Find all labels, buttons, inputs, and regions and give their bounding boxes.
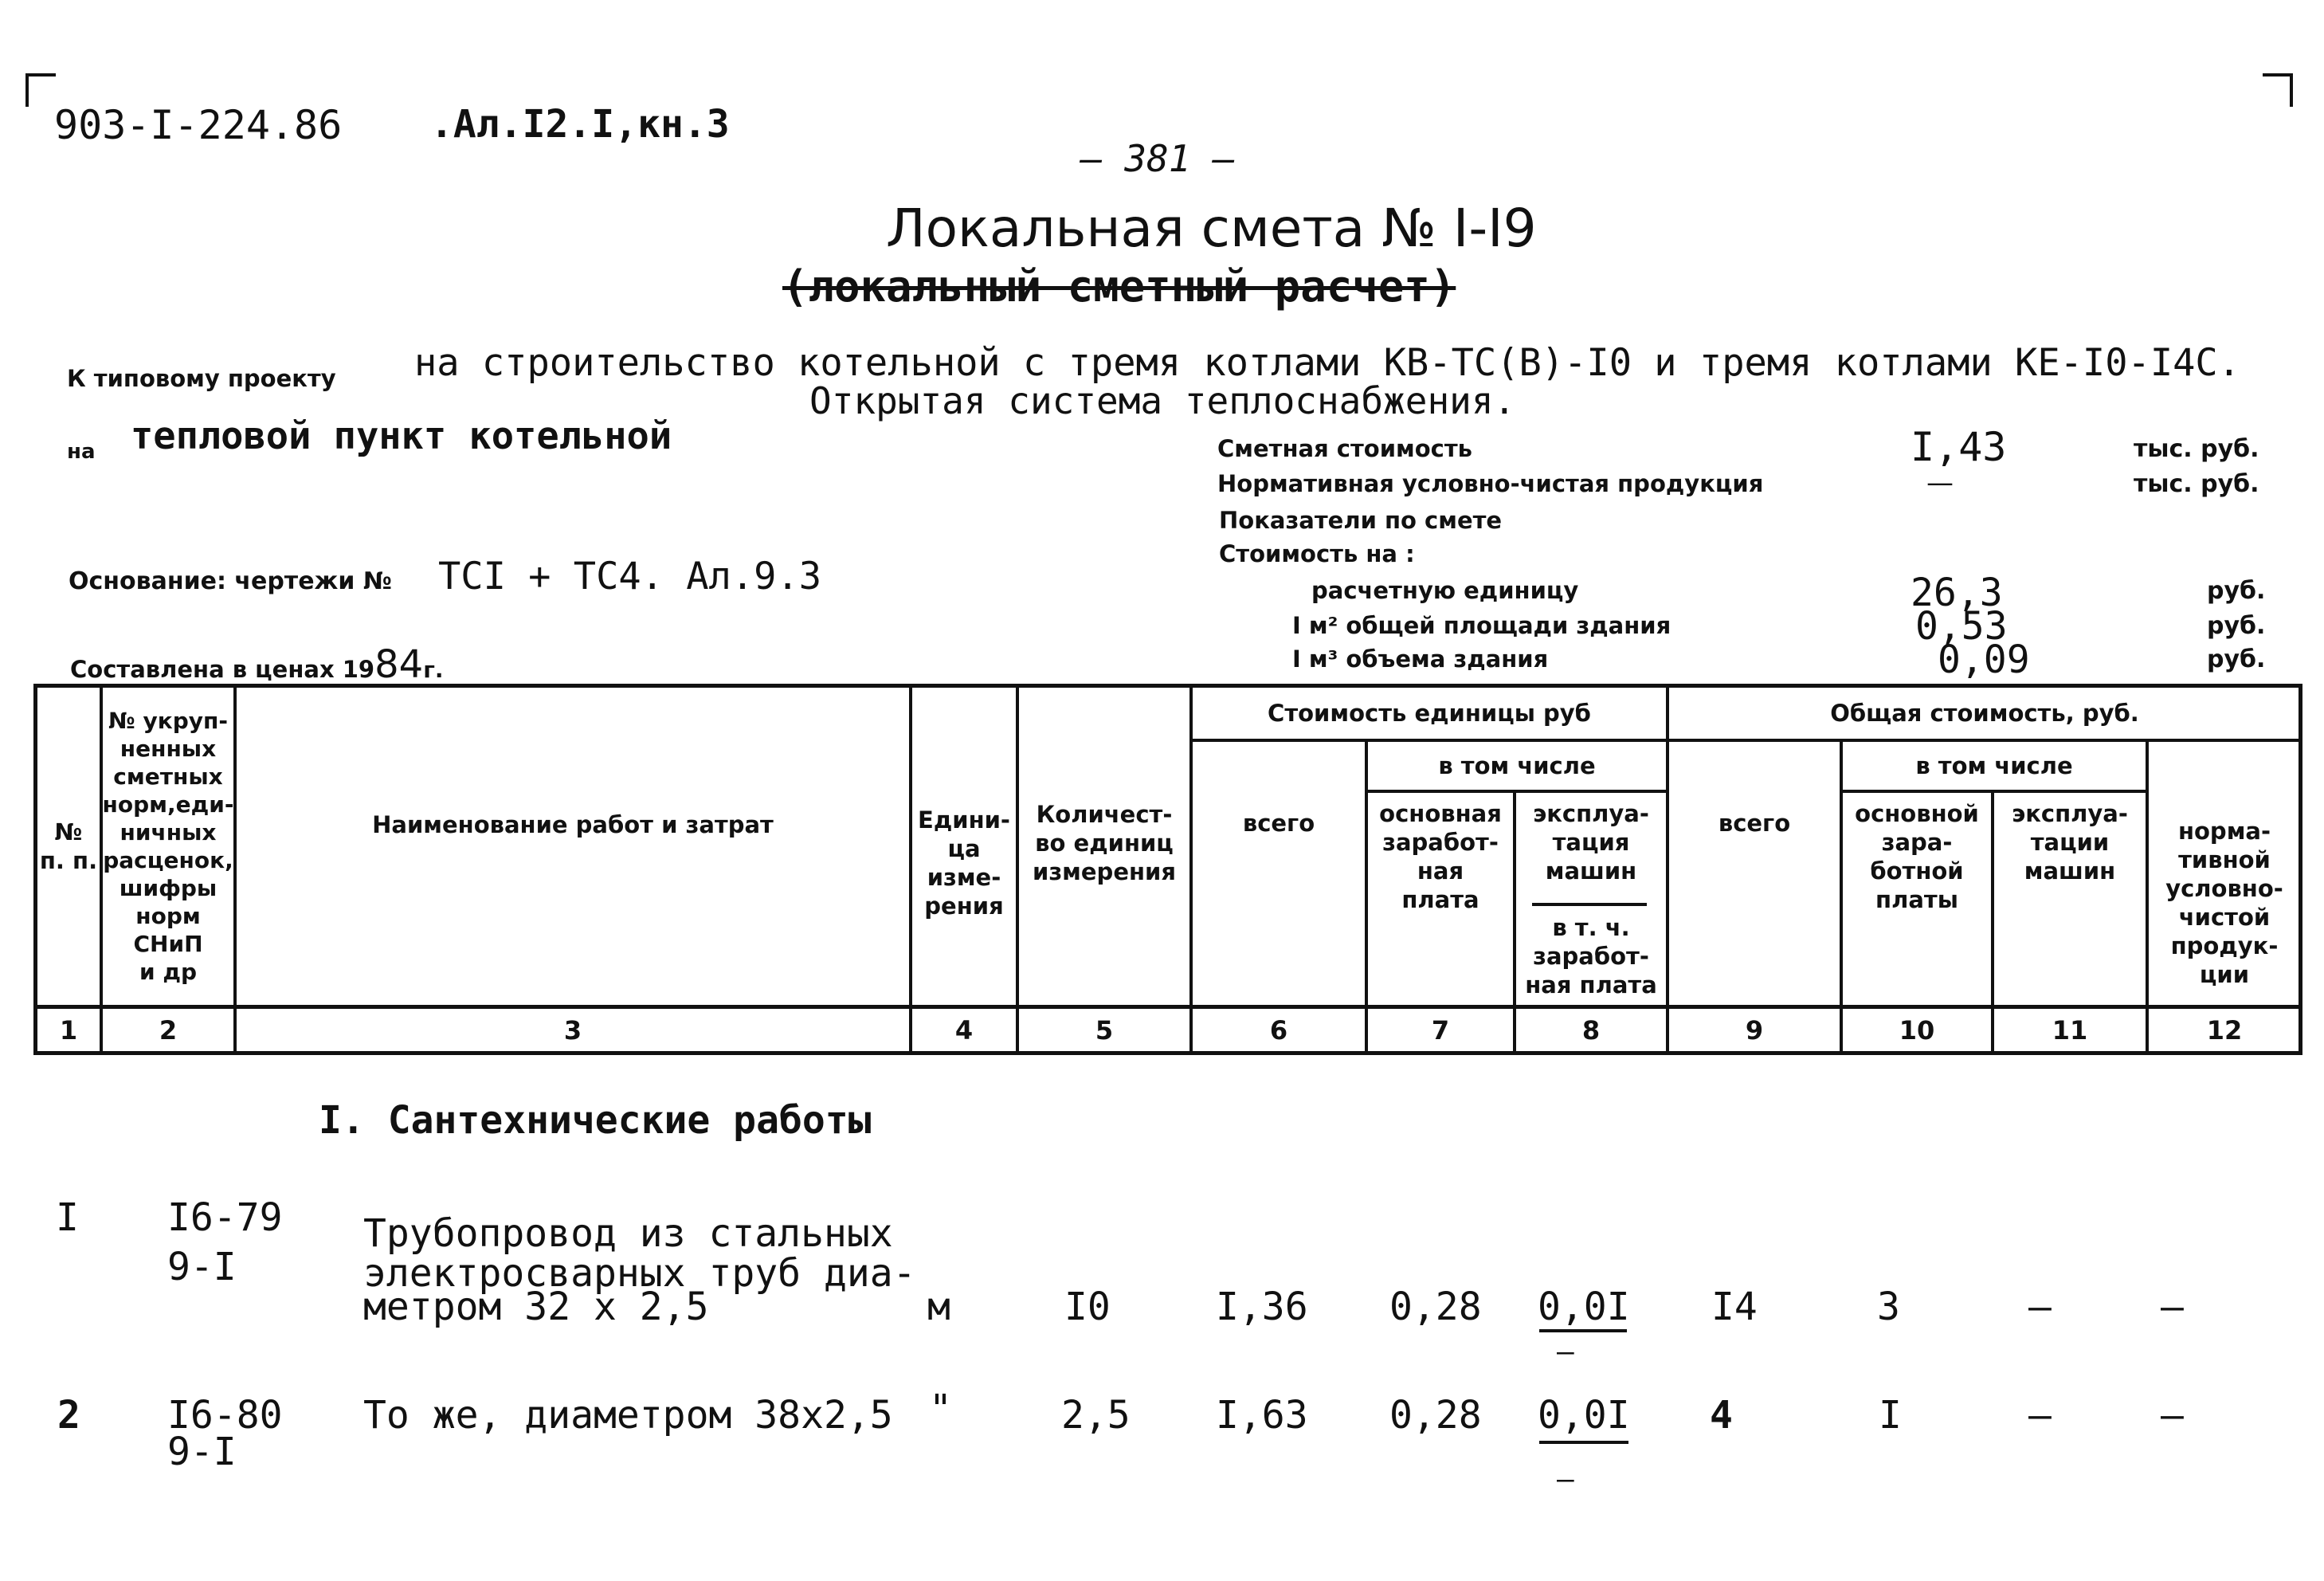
row-2-machine-underline (1539, 1441, 1628, 1444)
row-1-unit-total: I,36 (1216, 1285, 1308, 1329)
prices-suffix: г. (423, 657, 444, 683)
header-col-name: Наименование работ и затрат (372, 811, 774, 838)
row-2-number: 2 (57, 1393, 80, 1438)
row-1-qty: I0 (1064, 1285, 1111, 1329)
row-1-unit-wage: 0,28 (1389, 1285, 1482, 1329)
header-col-unit-machine-wage: в т. ч. заработ- ная плата (1525, 914, 1657, 998)
header-unit-cost-incl: в том числе (1438, 752, 1596, 779)
col-number-10: 10 (1899, 1014, 1935, 1046)
row-2-unit-wage: 0,28 (1389, 1393, 1482, 1438)
col-number-2: 2 (159, 1014, 178, 1046)
prices-label (70, 642, 443, 687)
row-2-sum-wage: I (1879, 1393, 1902, 1438)
volume-cost-label: I м³ объема здания (1292, 645, 1549, 673)
project-description-line1: на строительство котельной с тремя котлами КВ-ТС(В)-I0 и тремя котлами КЕ-I0-I4С. (414, 341, 2241, 385)
row-2-name-1: То же, диаметром 38х2,5 (363, 1393, 893, 1438)
document-code: 903-I-224.86 (54, 102, 343, 148)
normative-label: Нормативная условно-чистая продукция (1217, 470, 1764, 497)
col-number-12: 12 (2206, 1014, 2243, 1046)
col8-sub-divider (1532, 903, 1647, 906)
object-label: на (67, 440, 96, 464)
project-description-line2: Открытая система теплоснабжения. (809, 379, 1516, 422)
cost-per-label: Стоимость на : (1219, 540, 1415, 567)
row-2-unit-machine-wage: — (1557, 1463, 1574, 1496)
prices-year: 84 (374, 642, 424, 687)
header-col-sum-machine: эксплуа- тации машин (2012, 800, 2128, 885)
col-divider (1189, 688, 1193, 1051)
header-col-sum-total: всего (1718, 810, 1791, 837)
row-2-code-2: 9-I (167, 1430, 237, 1474)
row-2-code-1: I6-80 (167, 1393, 283, 1438)
col-number-11: 11 (2052, 1014, 2088, 1046)
header-col-number: № п. п. (39, 818, 98, 874)
area-cost-label: I м² общей площади здания (1292, 612, 1671, 639)
row-2-qty: 2,5 (1061, 1393, 1131, 1438)
header-col-unit-wage: основная заработ- ная плата (1379, 800, 1502, 913)
row-1-sum-machine: — (2028, 1285, 2052, 1329)
col-number-5: 5 (1095, 1014, 1114, 1046)
corner-mark-right (2263, 73, 2293, 107)
basis-label: Основание: чертежи № (69, 567, 392, 595)
estimate-cost-label: Сметная стоимость (1217, 435, 1472, 462)
area-cost-unit: руб. (2207, 612, 2266, 640)
area-cost-value: 0,53 (1915, 604, 2008, 649)
row-1-unit-machine: 0,0I (1538, 1285, 1630, 1329)
row-divider (1365, 790, 1666, 793)
unit-cost-unit: руб. (2207, 577, 2266, 605)
col-divider (1666, 688, 1669, 1051)
volume-cost-value: 0,09 (1938, 638, 2030, 682)
header-col-sum-norm: норма- тивной условно- чистой продук- ции (2165, 818, 2283, 988)
row-2-sum-machine: — (2028, 1393, 2052, 1438)
row-1-sum-total: I4 (1711, 1285, 1758, 1329)
project-label: К типовому проекту (67, 365, 336, 392)
header-col-code: № укруп- ненных сметных норм,еди- ничных расценок, шифры норм СНиП и др (102, 708, 234, 985)
col-number-4: 4 (954, 1014, 974, 1046)
unit-cost-label: расчетную единицу (1311, 577, 1579, 604)
row-2-unit-total: I,63 (1216, 1393, 1308, 1438)
row-divider (1840, 790, 2146, 793)
section-title: I. Сантехнические работы (319, 1098, 872, 1143)
row-1-unit: м (927, 1285, 950, 1329)
row-1-machine-underline (1539, 1329, 1627, 1332)
row-2-sum-total: 4 (1710, 1393, 1733, 1438)
page-number: — 381 — (1080, 137, 1235, 180)
row-1-number: I (56, 1195, 79, 1240)
album-reference: .Ал.I2.I,кн.3 (430, 102, 730, 147)
indicators-label: Показатели по смете (1219, 507, 1503, 534)
header-total-group: Общая стоимость, руб. (1830, 700, 2139, 727)
header-col-unit-total: всего (1242, 810, 1315, 837)
estimate-cost-value: I,43 (1911, 424, 2007, 470)
normative-value: — (1926, 467, 1954, 499)
header-col-unit-machine: эксплуа- тация машин (1533, 800, 1649, 885)
col-number-3: 3 (563, 1014, 582, 1046)
col-number-8: 8 (1581, 1014, 1601, 1046)
row-2-unit-machine: 0,0I (1538, 1393, 1630, 1438)
header-col-qty: Количест- во единиц измерения (1033, 801, 1176, 885)
normative-unit: тыс. руб. (2134, 470, 2259, 498)
row-2-unit: " (929, 1387, 952, 1431)
row-1-name-3: метром 32 х 2,5 (363, 1285, 709, 1329)
page-subtitle: (локальный сметный расчет) (782, 261, 1456, 312)
col-number-7: 7 (1431, 1014, 1450, 1046)
volume-cost-unit: руб. (2207, 645, 2266, 673)
row-1-sum-norm: — (2161, 1285, 2184, 1329)
page-title: Локальная смета № I-I9 (886, 198, 1537, 259)
corner-mark-left (25, 73, 56, 107)
row-1-code-1: I6-79 (167, 1195, 283, 1240)
basis-value: ТСI + ТС4. Ал.9.3 (438, 555, 822, 598)
row-1-unit-machine-wage: — (1557, 1336, 1574, 1368)
prices-label-text: Составлена в ценах 19 (70, 656, 375, 683)
header-unit-cost-group: Стоимость единицы руб (1268, 700, 1591, 727)
estimate-table-header (33, 684, 2302, 1055)
header-total-incl: в том числе (1915, 752, 2073, 779)
header-col-unit: Едини- ца изме- рения (918, 806, 1010, 920)
object-name: тепловой пункт котельной (131, 414, 672, 458)
row-1-name-2: электросварных труб диа- (363, 1251, 916, 1296)
unit-cost-value: 26,3 (1911, 571, 2003, 615)
col-number-9: 9 (1745, 1014, 1764, 1046)
row-2-sum-norm: — (2161, 1393, 2184, 1438)
col-number-6: 6 (1269, 1014, 1288, 1046)
row-1-name-1: Трубопровод из стальных (363, 1211, 893, 1256)
row-1-sum-wage: 3 (1877, 1285, 1900, 1329)
estimate-cost-unit: тыс. руб. (2134, 435, 2259, 463)
col-number-1: 1 (59, 1014, 78, 1046)
header-col-sum-wage: основной зара- ботной платы (1855, 800, 1979, 913)
row-1-code-2: 9-I (167, 1245, 237, 1289)
